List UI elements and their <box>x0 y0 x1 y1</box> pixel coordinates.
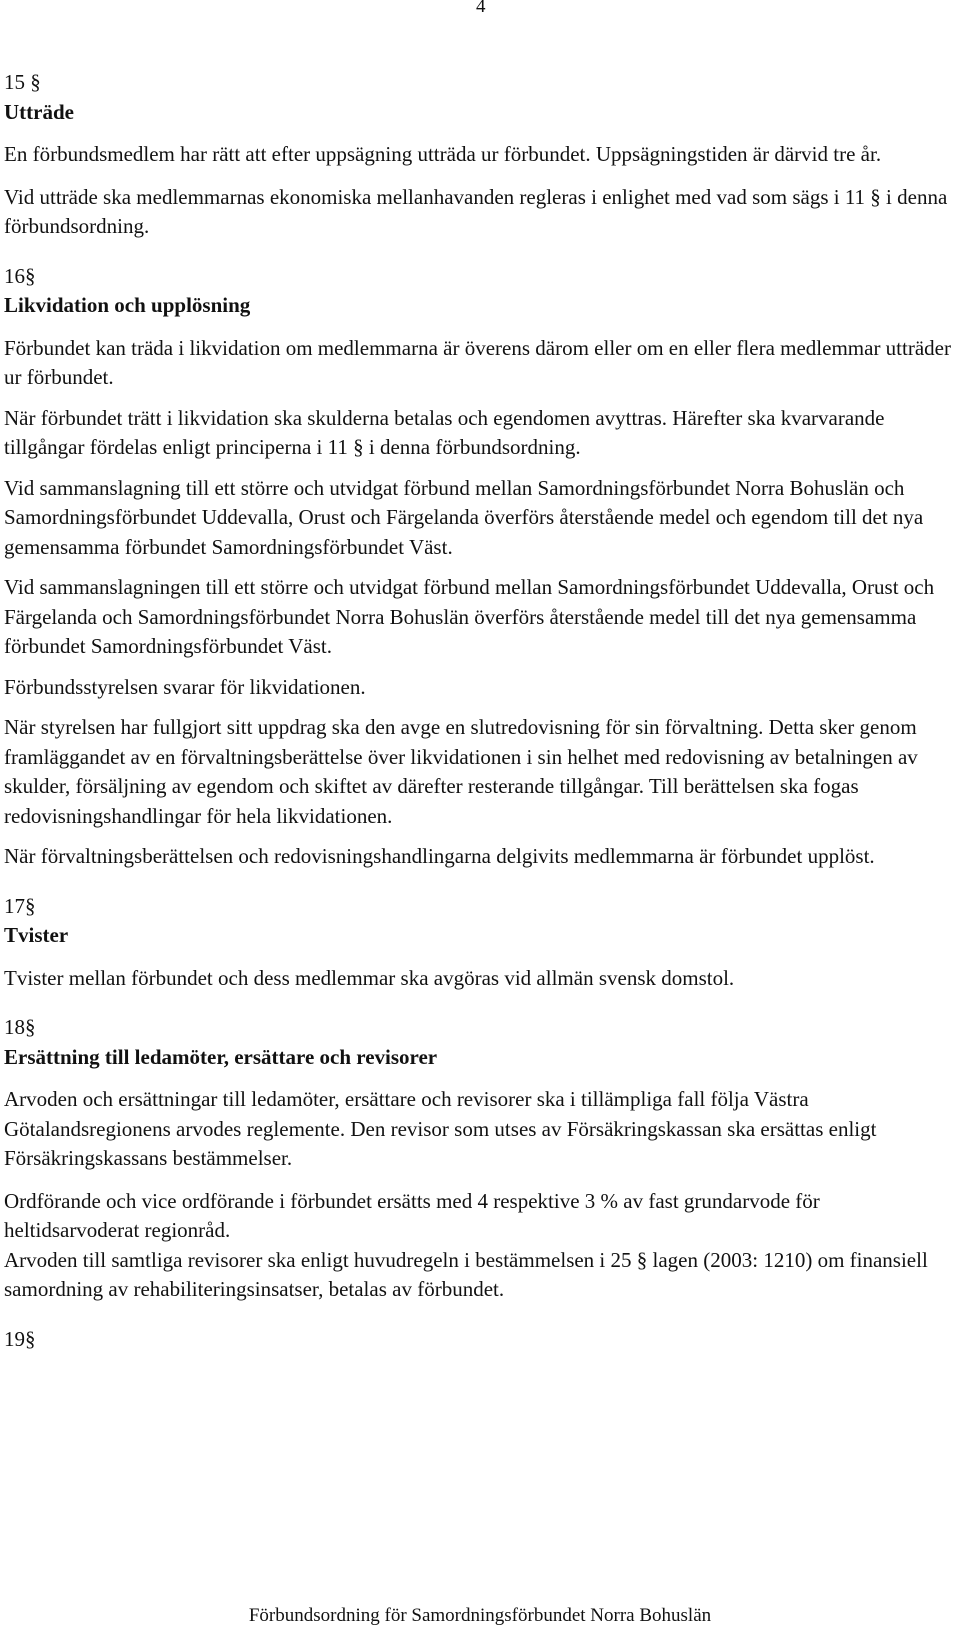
paragraph: Förbundsstyrelsen svarar för likvidationen. <box>4 674 366 699</box>
section-18 <box>4 1013 954 1305</box>
paragraph: När förvaltningsberättelsen och redovisningshandlingarna delgivits medlemmarna är förbundet upplöst. <box>4 844 875 868</box>
section-16 <box>4 262 954 872</box>
paragraph: Arvoden och ersättningar till ledamöter, ersättare och revisorer ska i tillämpliga fall följa Västra Götalandsregionens arvodes reglemente. Den revisor som utses av Försäkringskassan ska ersättas enligt Försäkringskassans bestämmelser. <box>4 1087 877 1170</box>
paragraph: Vid sammanslagning till ett större och utvidgat förbund mellan Samordningsförbundet Norra Bohuslän och Samordningsförbundet Uddevalla, Orust och Färgelanda överförs återstående medel och egendom till det nya gemensamma förbundet Samordningsförbundet Väst. <box>4 475 924 559</box>
section-number: 18§ <box>4 1015 36 1039</box>
paragraph: En förbundsmedlem har rätt att efter uppsägning utträda ur förbundet. Uppsägningstiden är därvid tre år. <box>4 142 882 166</box>
section-number: 15 § <box>4 70 41 94</box>
page-footer: Förbundsordning för Samordningsförbundet Norra Bohuslän <box>248 1605 712 1626</box>
paragraph: När styrelsen har fullgjort sitt uppdrag ska den avge en slutredovisning för sin förvaltning. Detta sker genom framläggandet av en förvaltningsberättelse över likvidationen i sin helhet med redovisning av betalningen av skulder, försäljning av egendom och skiftet av därefter resterande tillgångar. Till berättelsen ska fogas redovisningshandlingar för hela likvidationen. <box>4 715 918 828</box>
paragraph: Arvoden till samtliga revisorer ska enligt huvudregeln i bestämmelsen i 25 § lagen (2003: 1210) om finansiell samordning av rehabiliteringsinsatser, betalas av förbundet. <box>4 1247 928 1301</box>
paragraph: Tvister mellan förbundet och dess medlemmar ska avgöras vid allmän svensk domstol. <box>4 965 735 990</box>
document-body <box>4 68 954 1354</box>
section-15 <box>4 68 954 242</box>
paragraph: Vid utträde ska medlemmarnas ekonomiska mellanhavanden regleras i enlighet med vad som sägs i 11 § i denna förbundsordning. <box>4 184 948 238</box>
section-number: 17§ <box>4 893 36 918</box>
paragraph: Vid sammanslagningen till ett större och utvidgat förbund mellan Samordningsförbundet Uddevalla, Orust och Färgelanda och Samordningsförbundet Norra Bohuslän överförs återstående medel till det nya gemensamma förbundet Samordningsförbundet Väst. <box>4 575 935 658</box>
page-number: 4 <box>476 0 486 17</box>
paragraph: När förbundet trätt i likvidation ska skulderna betalas och egendomen avyttras. Härefter ska kvarvarande tillgångar fördelas enligt principerna i 11 § i denna förbundsordning. <box>4 405 885 459</box>
paragraph: Förbundet kan träda i likvidation om medlemmarna är överens därom eller om en eller flera medlemmar utträder ur förbundet. <box>4 335 951 389</box>
section-heading: Tvister <box>4 923 69 947</box>
section-19 <box>4 1325 954 1355</box>
section-number: 16§ <box>4 263 36 288</box>
section-17 <box>4 892 954 994</box>
section-heading: Likvidation och upplösning <box>4 293 251 317</box>
section-heading: Utträde <box>4 99 74 124</box>
paragraph: Ordförande och vice ordförande i förbundet ersätts med 4 respektive 3 % av fast grundarvode för heltidsarvoderat regionråd. <box>4 1188 820 1242</box>
section-number: 19§ <box>4 1326 36 1351</box>
section-heading: Ersättning till ledamöter, ersättare och revisorer <box>4 1044 438 1069</box>
